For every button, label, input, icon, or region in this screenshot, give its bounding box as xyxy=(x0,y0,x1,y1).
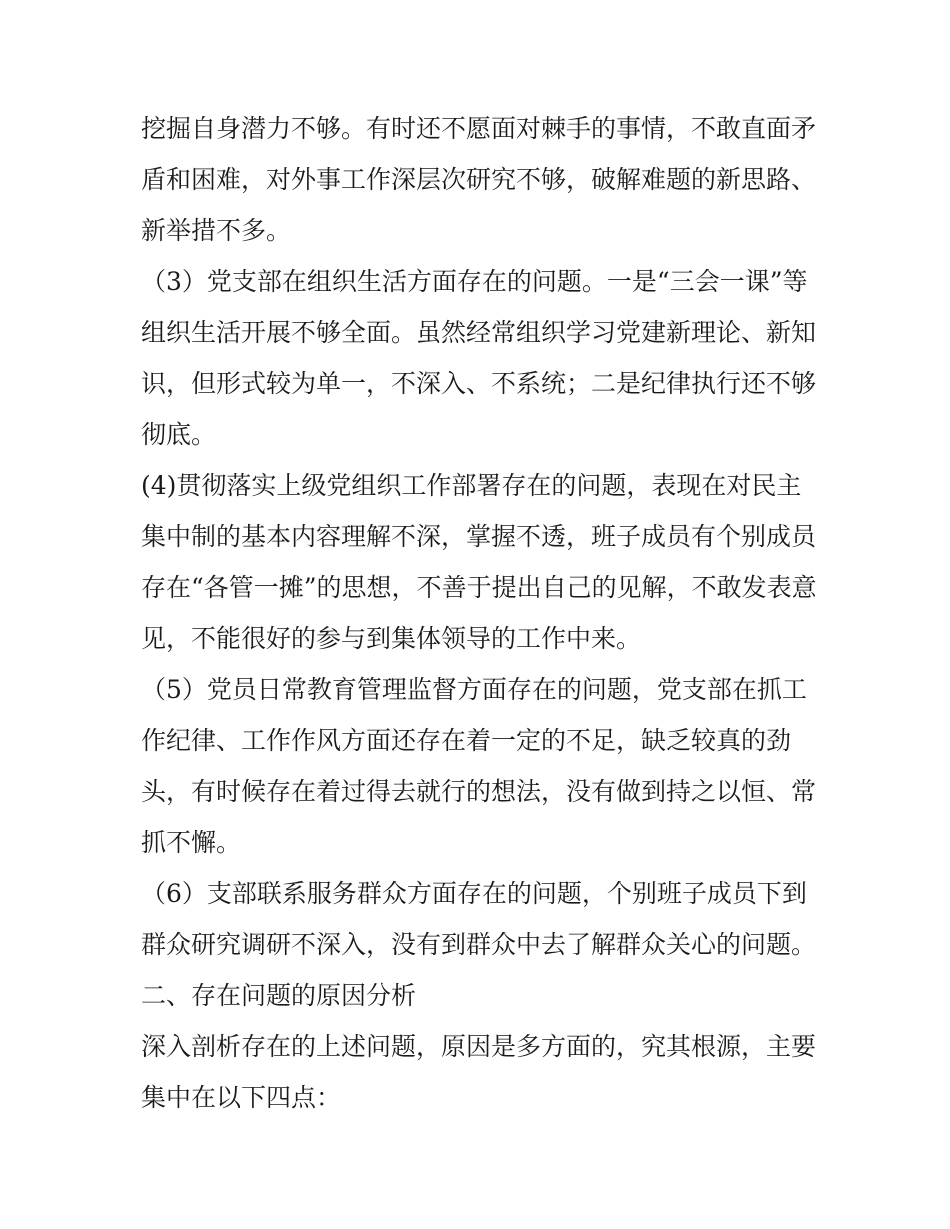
text-line: 抓不懈。 xyxy=(141,828,242,857)
text-line: 作纪律、工作作风方面还存在着一定的不足，缺乏较真的劲 xyxy=(141,726,792,755)
text-line: 见，不能很好的参与到集体领导的工作中来。 xyxy=(141,624,642,653)
text-line: 头，有时候存在着过得去就行的想法，没有做到持之以恒、常 xyxy=(141,777,817,806)
text-line: 新举措不多。 xyxy=(141,216,292,245)
text-line: 识，但形式较为单一，不深入、不系统；二是纪律执行还不够 xyxy=(141,369,817,398)
paragraph-5-heading-line: （5）党员日常教育管理监督方面存在的问题，党支部在抓工 xyxy=(141,675,807,704)
text-line: 组织生活开展不够全面。虽然经常组织学习党建新理论、新知 xyxy=(141,318,817,347)
text-line: 存在“各管一摊”的思想，不善于提出自己的见解，不敢发表意 xyxy=(141,573,817,602)
paragraph-6-heading-line: （6）支部联系服务群众方面存在的问题，个别班子成员下到 xyxy=(141,879,807,908)
text-line: 集中制的基本内容理解不深，掌握不透，班子成员有个别成员 xyxy=(141,522,817,551)
text-line: 挖掘自身潜力不够。有时还不愿面对棘手的事情，不敢直面矛 xyxy=(141,114,817,143)
text-line: 彻底。 xyxy=(141,420,217,449)
paragraph-4-heading-line: (4)贯彻落实上级党组织工作部署存在的问题，表现在对民主 xyxy=(141,471,802,500)
text-line: 群众研究调研不深入，没有到群众中去了解群众关心的问题。 xyxy=(141,930,817,959)
paragraph-3-heading-line: （3）党支部在组织生活方面存在的问题。一是“三会一课”等 xyxy=(141,267,808,296)
text-line: 深入剖析存在的上述问题，原因是多方面的，究其根源，主要 xyxy=(141,1032,817,1061)
text-line: 集中在以下四点： xyxy=(141,1083,342,1112)
text-line: 盾和困难，对外事工作深层次研究不够，破解难题的新思路、 xyxy=(141,165,817,194)
section-heading: 二、存在问题的原因分析 xyxy=(141,981,417,1010)
